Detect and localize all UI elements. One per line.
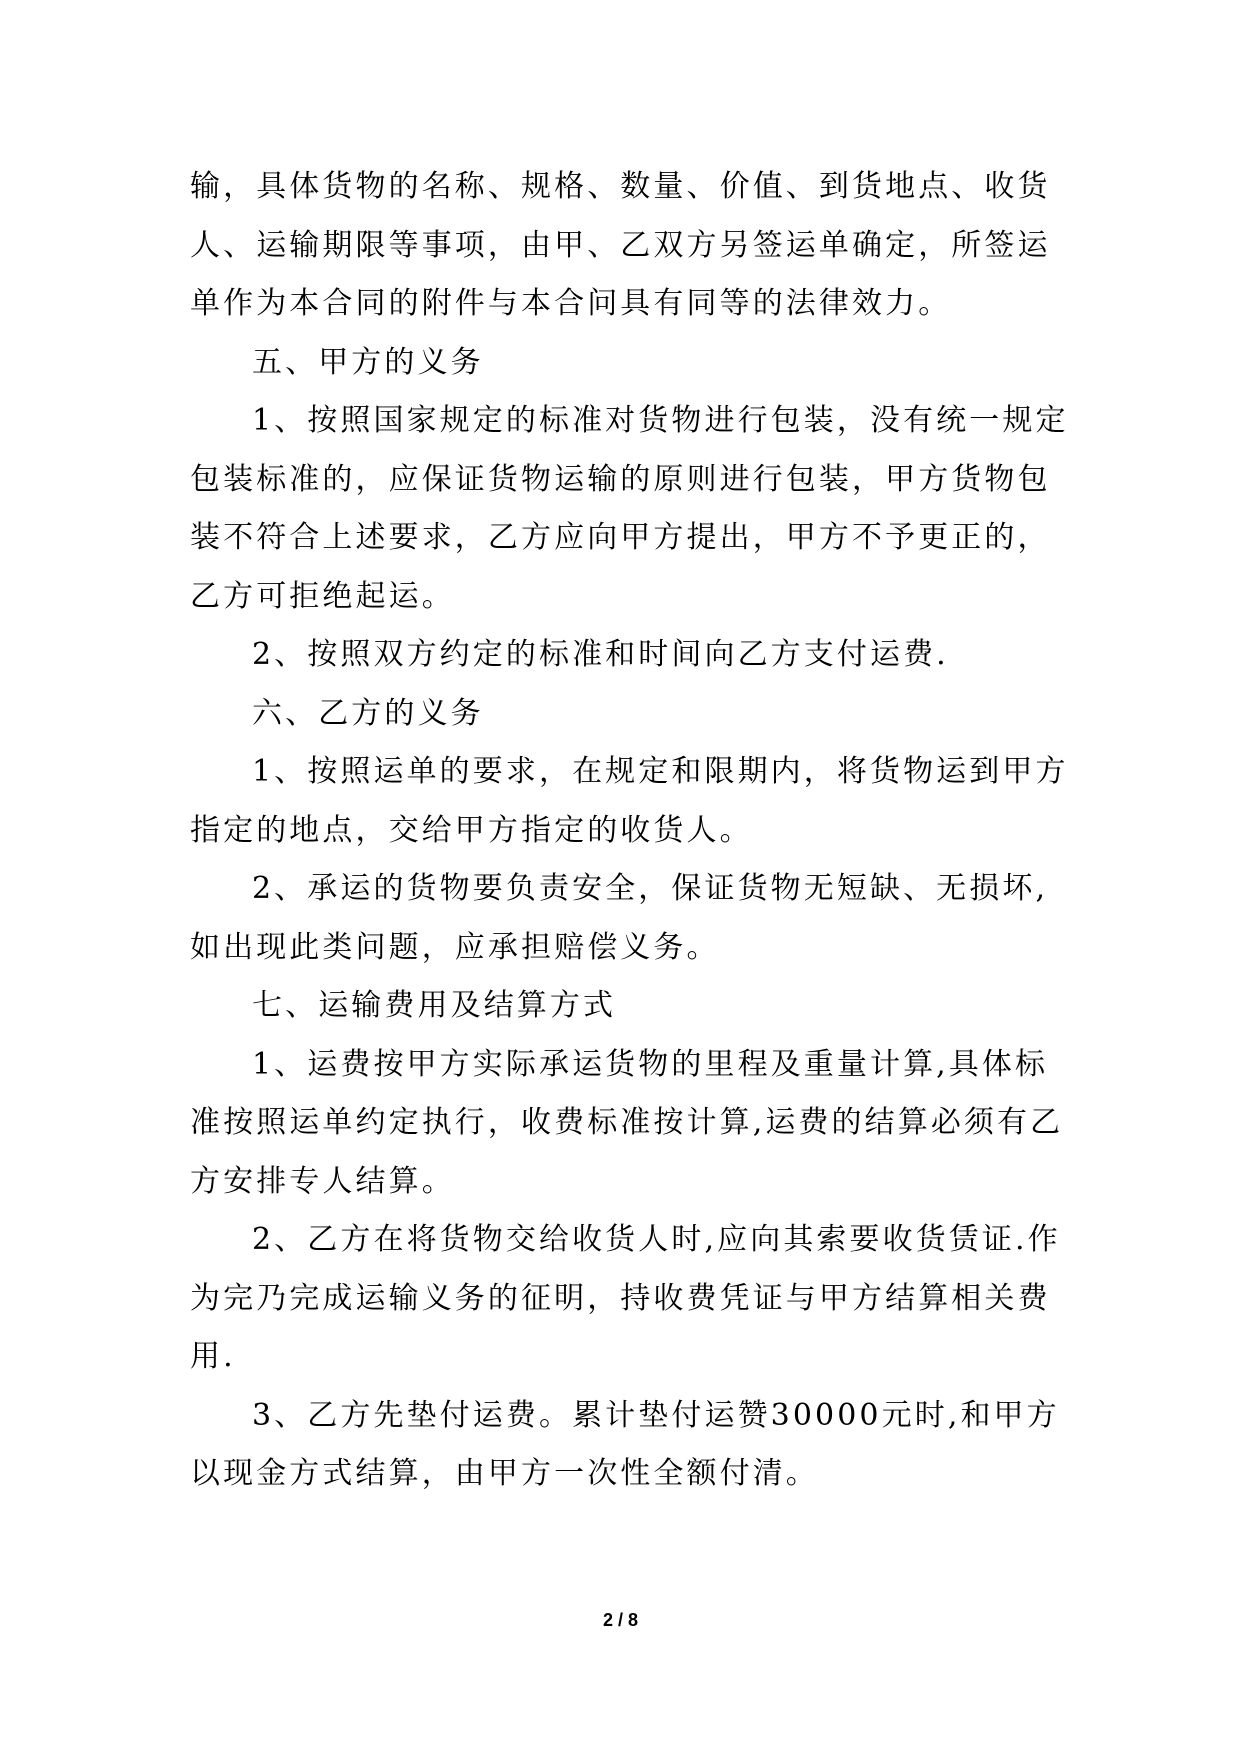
section-heading-5: 五、甲方的义务 [252, 344, 484, 380]
paragraph-6-2: 2、承运的货物要负责安全，保证货物无短缺、无损坏,如出现此类问题，应承担赔偿义务。 [190, 871, 1049, 965]
section-heading-6: 六、乙方的义务 [252, 695, 484, 731]
paragraph-6-1: 1、按照运单的要求，在规定和限期内，将货物运到甲方指定的地点，交给甲方指定的收货人。 [190, 754, 1069, 848]
paragraph-continuation: 输，具体货物的名称、规格、数量、价值、到货地点、收货人、运输期限等事项，由甲、乙双方另签运单确定，所签运单作为本合同的附件与本合问具有同等的法律效力。 [190, 169, 1051, 321]
page-number: 2 / 8 [602, 1610, 639, 1630]
document-body [190, 158, 1070, 1504]
paragraph-5-2: 2、按照双方约定的标准和时间向乙方支付运费. [252, 637, 949, 672]
paragraph-5-1: 1、按照国家规定的标准对货物进行包装，没有统一规定包装标准的，应保证货物运输的原则进行包装，甲方货物包装不符合上述要求，乙方应向甲方提出，甲方不予更正的，乙方可拒绝起运。 [190, 403, 1069, 614]
paragraph-7-1: 1、运费按甲方实际承运货物的里程及重量计算,具体标准按照运单约定执行，收费标准按计算,运费的结算必须有乙方安排专人结算。 [190, 1046, 1064, 1199]
section-heading-7: 七、运输费用及结算方式 [252, 988, 617, 1023]
paragraph-7-3: 3、乙方先垫付运费。累计垫付运赞30000元时,和甲方以现金方式结算，由甲方一次性全额付清。 [190, 1397, 1060, 1491]
paragraph-7-2: 2、乙方在将货物交给收货人时,应向其索要收货赁证.作为完乃完成运输义务的征明，持收费凭证与甲方结算相关费用. [190, 1222, 1061, 1374]
